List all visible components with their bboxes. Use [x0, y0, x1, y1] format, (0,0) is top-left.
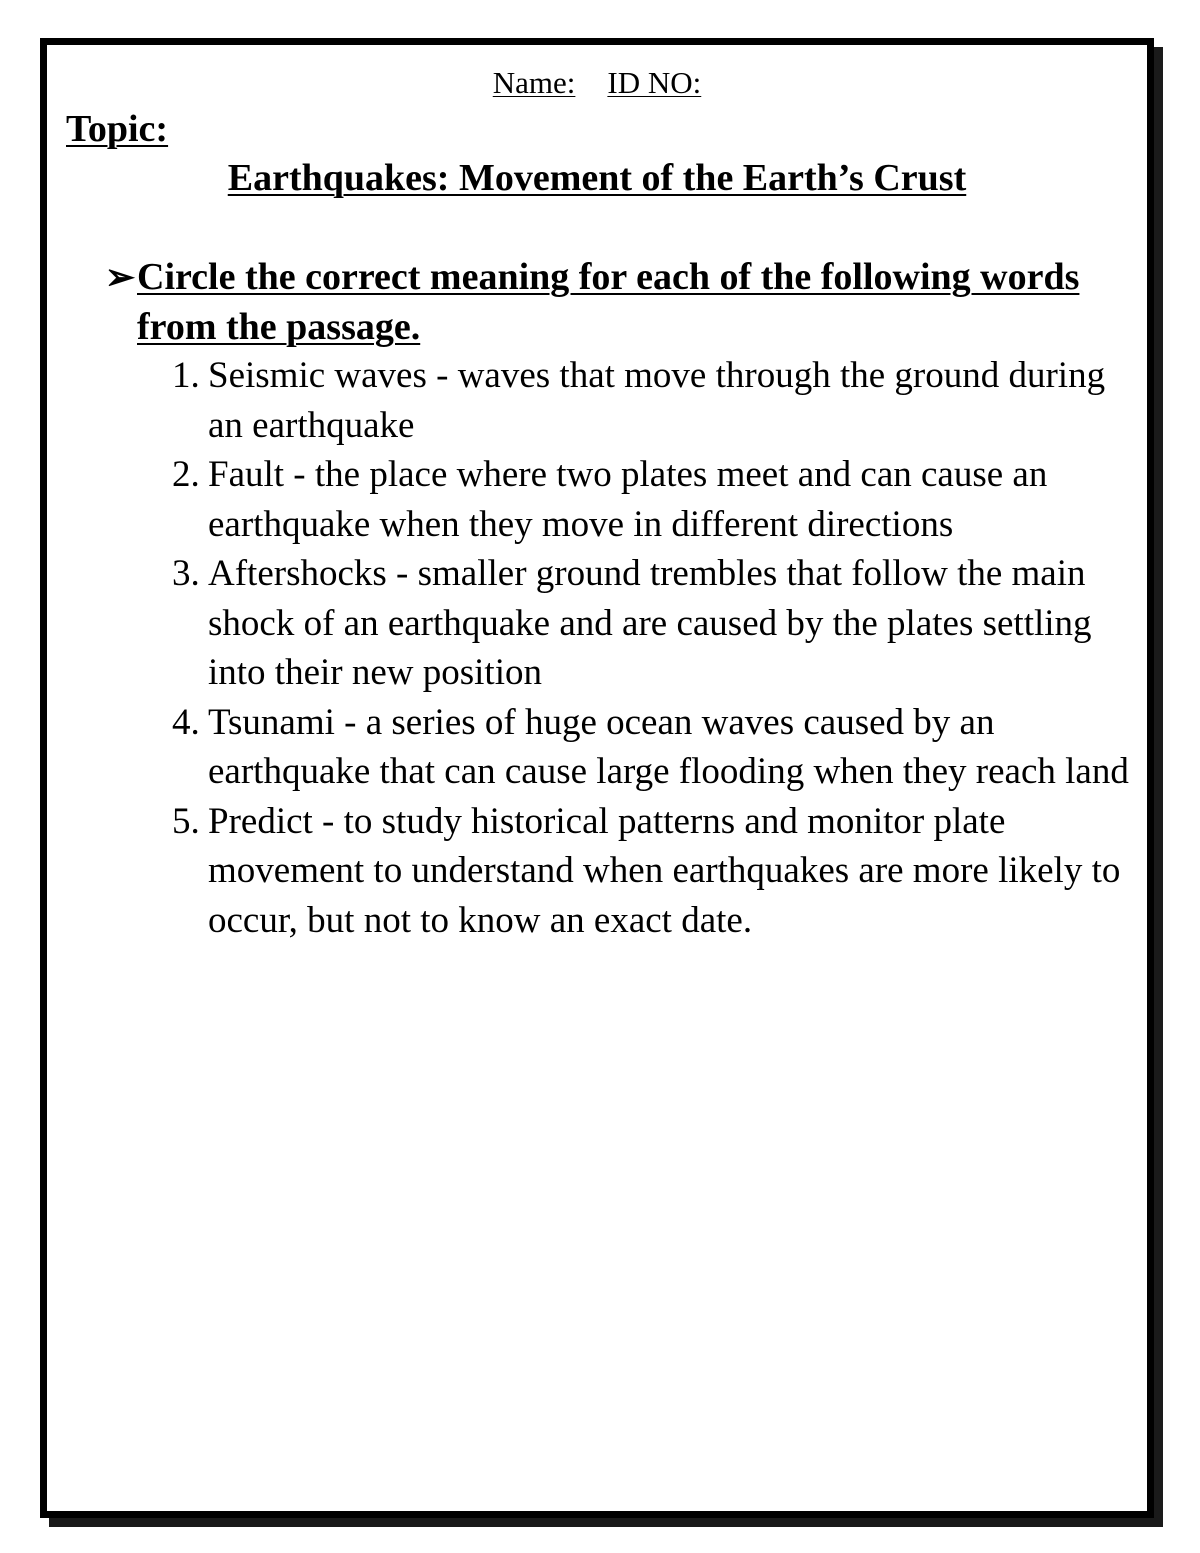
item-text: Fault - the place where two plates meet and can cause an earthquake when they move in different directions	[208, 454, 1048, 545]
item-text: Seismic waves - waves that move through the ground during an earthquake	[208, 355, 1106, 446]
id-number-label: ID NO:	[607, 65, 702, 100]
worksheet-page	[40, 38, 1154, 1518]
item-text: Predict - to study historical patterns and monitor plate movement to understand when earthquakes are more likely to occur, but not to know an exact date.	[208, 800, 1121, 941]
list-item	[172, 698, 1132, 797]
item-number: 5.	[172, 800, 200, 842]
item-number: 4.	[172, 701, 200, 743]
list-item	[172, 351, 1132, 450]
name-label: Name:	[492, 65, 576, 100]
item-text: Tsunami - a series of huge ocean waves caused by an earthquake that can cause large flooding when they reach land	[208, 701, 1129, 792]
list-item	[172, 549, 1132, 698]
item-number: 2.	[172, 454, 200, 495]
item-text: Aftershocks - smaller ground trembles that follow the main shock of an earthquake and are caused by the plates settling into their new position	[208, 553, 1092, 693]
instruction-text: Circle the correct meaning for each of the following words from the passage.	[137, 256, 1080, 348]
list-item	[172, 450, 1132, 549]
topic-label: Topic:	[66, 108, 169, 150]
item-number: 3.	[172, 553, 200, 594]
vocabulary-list	[172, 351, 1132, 945]
list-item	[172, 797, 1132, 946]
topic-title: Earthquakes: Movement of the Earth’s Crust	[227, 157, 967, 199]
arrow-bullet-icon: ➢	[105, 257, 136, 297]
student-info-line	[47, 65, 1147, 101]
instruction	[105, 252, 1115, 352]
item-number: 1.	[172, 355, 200, 396]
